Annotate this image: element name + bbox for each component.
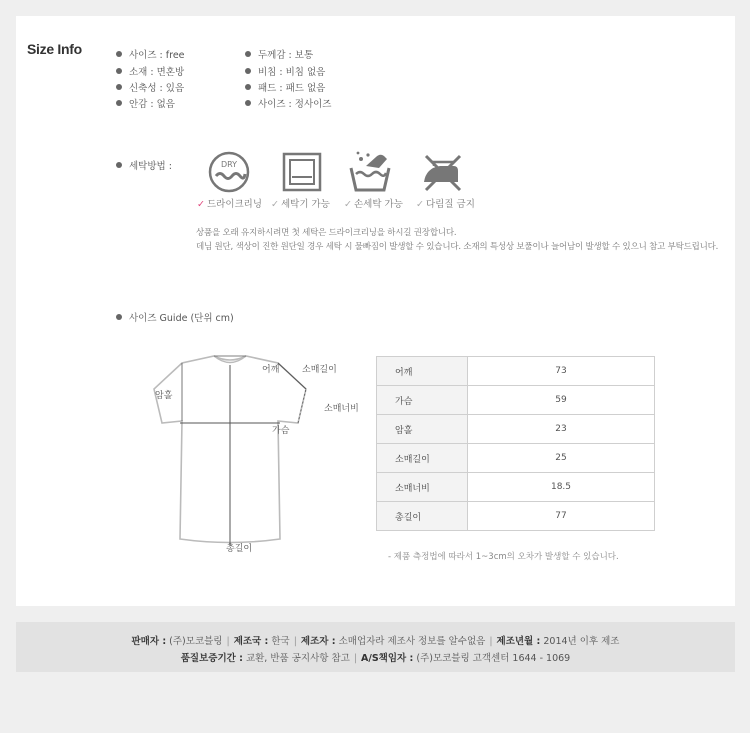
table-row bbox=[377, 473, 655, 502]
size-guide-label: 사이즈 Guide (단위 cm) bbox=[129, 310, 234, 324]
wash-note-1: 상품을 오래 유지하시려면 첫 세탁은 드라이크리닝을 하시길 권장합니다. bbox=[196, 228, 457, 238]
table-key: 소매너비 bbox=[377, 473, 468, 502]
table-key: 어깨 bbox=[377, 357, 468, 386]
table-row bbox=[377, 415, 655, 444]
footer-as-value: (주)모코블링 고객센터 1644 - 1069 bbox=[416, 653, 571, 664]
table-value: 73 bbox=[468, 357, 655, 386]
table-key: 소매길이 bbox=[377, 444, 468, 473]
footer-country-key: 제조국 : bbox=[233, 636, 269, 647]
wash-dry-clean-text: 드라이크리닝 bbox=[206, 199, 263, 210]
shirt-label-armhole: 암홀 bbox=[155, 391, 173, 401]
check-icon: ✓ bbox=[271, 199, 279, 210]
spec-size: 사이즈 : free bbox=[129, 47, 185, 61]
check-icon: ✓ bbox=[197, 199, 205, 210]
footer-warranty-key: 품질보증기간 : bbox=[180, 653, 243, 664]
table-value: 25 bbox=[468, 444, 655, 473]
section-title: Size Info bbox=[27, 41, 82, 57]
spec-fit: 사이즈 : 정사이즈 bbox=[258, 96, 331, 110]
size-info-card bbox=[16, 16, 735, 606]
footer-separator: | bbox=[353, 653, 358, 664]
shirt-label-sleeve-length: 소매길이 bbox=[302, 365, 337, 375]
wash-machine bbox=[271, 196, 330, 210]
footer-separator: | bbox=[293, 636, 297, 647]
wash-dry-clean bbox=[197, 196, 262, 210]
shirt-label-chest: 가슴 bbox=[272, 426, 290, 436]
footer-as-key: A/S책임자 : bbox=[361, 653, 414, 664]
wash-no-iron-text: 다림질 금지 bbox=[425, 199, 475, 210]
table-row bbox=[377, 357, 655, 386]
spec-pad: 패드 : 패드 없음 bbox=[258, 80, 325, 94]
check-icon: ✓ bbox=[416, 199, 424, 210]
table-value: 18.5 bbox=[468, 473, 655, 502]
wash-machine-text: 세탁기 가능 bbox=[280, 199, 330, 210]
footer-info bbox=[16, 622, 735, 672]
wash-method-label: 세탁방법 : bbox=[129, 158, 172, 172]
spec-stretch: 신축성 : 있음 bbox=[129, 80, 184, 94]
table-value: 23 bbox=[468, 415, 655, 444]
footer-country-value: 한국 bbox=[271, 636, 290, 647]
footer-row-2 bbox=[16, 650, 735, 664]
size-table bbox=[376, 356, 655, 531]
table-key: 암홀 bbox=[377, 415, 468, 444]
footer-date-key: 제조년월 : bbox=[496, 636, 541, 647]
spec-see-through: 비침 : 비침 없음 bbox=[258, 64, 325, 78]
spec-thickness: 두께감 : 보통 bbox=[258, 47, 313, 61]
spec-material: 소재 : 면혼방 bbox=[129, 64, 184, 78]
tshirt-diagram-icon bbox=[128, 351, 338, 551]
wash-hand-text: 손세탁 가능 bbox=[353, 199, 403, 210]
washing-machine-icon bbox=[280, 150, 324, 194]
table-row bbox=[377, 502, 655, 531]
dry-clean-icon bbox=[207, 150, 251, 194]
table-key: 총길이 bbox=[377, 502, 468, 531]
footer-maker-key: 제조자 : bbox=[300, 636, 336, 647]
shirt-label-sleeve-width: 소매너비 bbox=[324, 404, 359, 414]
footer-row-1 bbox=[16, 633, 735, 647]
wash-hand bbox=[344, 196, 403, 210]
wash-note-2: 데님 원단, 색상이 진한 원단일 경우 세탁 시 물빠짐이 발생할 수 있습니다. 소재의 특성상 보풀이나 늘어남이 발생할 수 있으니 참고 부탁드립니다. bbox=[196, 242, 719, 252]
table-value: 59 bbox=[468, 386, 655, 415]
shirt-label-shoulder: 어깨 bbox=[262, 365, 280, 375]
footer-seller-key: 판매자 : bbox=[131, 636, 167, 647]
footer-maker-value: 소매업자라 제조사 정보를 알수없음 bbox=[338, 636, 486, 647]
size-measure-note: - 제품 측정법에 따라서 1~3cm의 오차가 발생할 수 있습니다. bbox=[388, 552, 619, 562]
check-icon: ✓ bbox=[344, 199, 352, 210]
footer-date-value: 2014년 이후 제조 bbox=[543, 636, 620, 647]
table-row bbox=[377, 386, 655, 415]
table-value: 77 bbox=[468, 502, 655, 531]
footer-warranty-value: 교환, 반품 공지사항 참고 bbox=[245, 653, 350, 664]
wash-no-iron bbox=[416, 196, 475, 210]
dry-icon-text: DRY bbox=[220, 160, 238, 169]
footer-separator: | bbox=[226, 636, 230, 647]
table-row bbox=[377, 444, 655, 473]
spec-lining: 안감 : 없음 bbox=[129, 96, 175, 110]
footer-seller-value: (주)모코블링 bbox=[169, 636, 223, 647]
shirt-label-total-length: 총길이 bbox=[226, 544, 253, 554]
hand-wash-icon bbox=[348, 150, 392, 194]
table-key: 가슴 bbox=[377, 386, 468, 415]
footer-separator: | bbox=[489, 636, 493, 647]
no-iron-icon bbox=[420, 150, 464, 194]
